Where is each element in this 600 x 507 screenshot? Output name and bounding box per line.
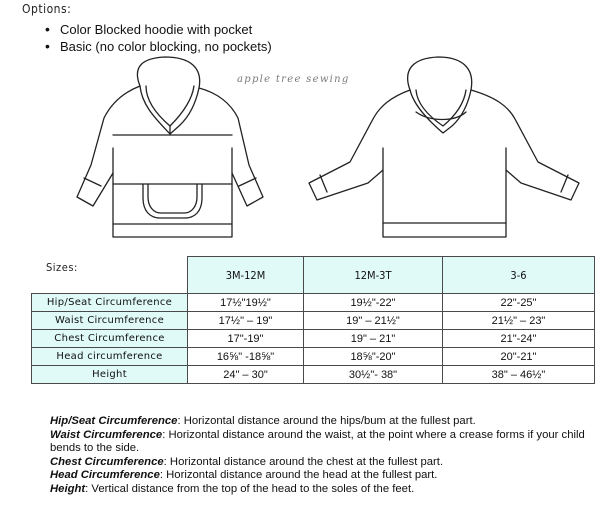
table-row (32, 330, 595, 348)
row-label-hip-seat: Hip/Seat Circumference (32, 294, 188, 312)
table-cell: 16⅝" -18⅝" (188, 348, 304, 366)
table-row (32, 366, 595, 384)
definition-height: Height: Vertical distance from the top of the head to the soles of the feet. (50, 482, 415, 495)
option-item-basic: • Basic (no color blocking, no pockets) (60, 38, 272, 55)
column-header-3-6: 3-6 (443, 257, 595, 294)
row-label-waist: Waist Circumference (32, 312, 188, 330)
table-row (32, 348, 595, 366)
table-cell: 21½" – 23" (443, 312, 595, 330)
options-title: Options: (22, 2, 72, 16)
measurement-definitions (50, 415, 590, 497)
table-cell: 24" – 30" (188, 366, 304, 384)
sizes-title: Sizes: (46, 261, 78, 274)
definition-waist: Waist Circumference: Horizontal distance around the waist, at the point where a crease forms if your child bends to the side. (50, 428, 585, 455)
table-header-row (32, 257, 595, 294)
option-item-color-blocked: • Color Blocked hoodie with pocket (60, 21, 272, 38)
table-cell: 21"-24" (443, 330, 595, 348)
table-cell: 19" – 21" (304, 330, 443, 348)
size-chart-table (31, 256, 595, 384)
table-cell: 22"-25" (443, 294, 595, 312)
table-cell: 18⅝"-20" (304, 348, 443, 366)
table-row (32, 312, 595, 330)
table-cell: 20"-21" (443, 348, 595, 366)
table-cell: 17"-19" (188, 330, 304, 348)
definition-hip-seat: Hip/Seat Circumference: Horizontal distance around the hips/bum at the fullest part. (50, 415, 476, 427)
table-cell: 19½"-22" (304, 294, 443, 312)
apple-tree-sewing-logo: apple tree sewing (237, 74, 350, 85)
row-label-head: Head circumference (32, 348, 188, 366)
table-cell: 17½" – 19" (188, 312, 304, 330)
row-label-chest: Chest Circumference (32, 330, 188, 348)
table-cell: 17½"19½" (188, 294, 304, 312)
definition-chest: Chest Circumference: Horizontal distance around the chest at the fullest part. (50, 455, 444, 468)
column-header-3m-12m: 3M-12M (188, 257, 304, 294)
table-cell: 38" – 46½" (443, 366, 595, 384)
color-blocked-hoodie-drawing (77, 57, 263, 237)
row-label-height: Height (32, 366, 188, 384)
table-cell: 19" – 21½" (304, 312, 443, 330)
definition-head: Head Circumference: Horizontal distance around the head at the fullest part. (50, 469, 438, 482)
table-row (32, 294, 595, 312)
column-header-12m-3t: 12M-3T (304, 257, 443, 294)
table-cell: 30½"- 38" (304, 366, 443, 384)
